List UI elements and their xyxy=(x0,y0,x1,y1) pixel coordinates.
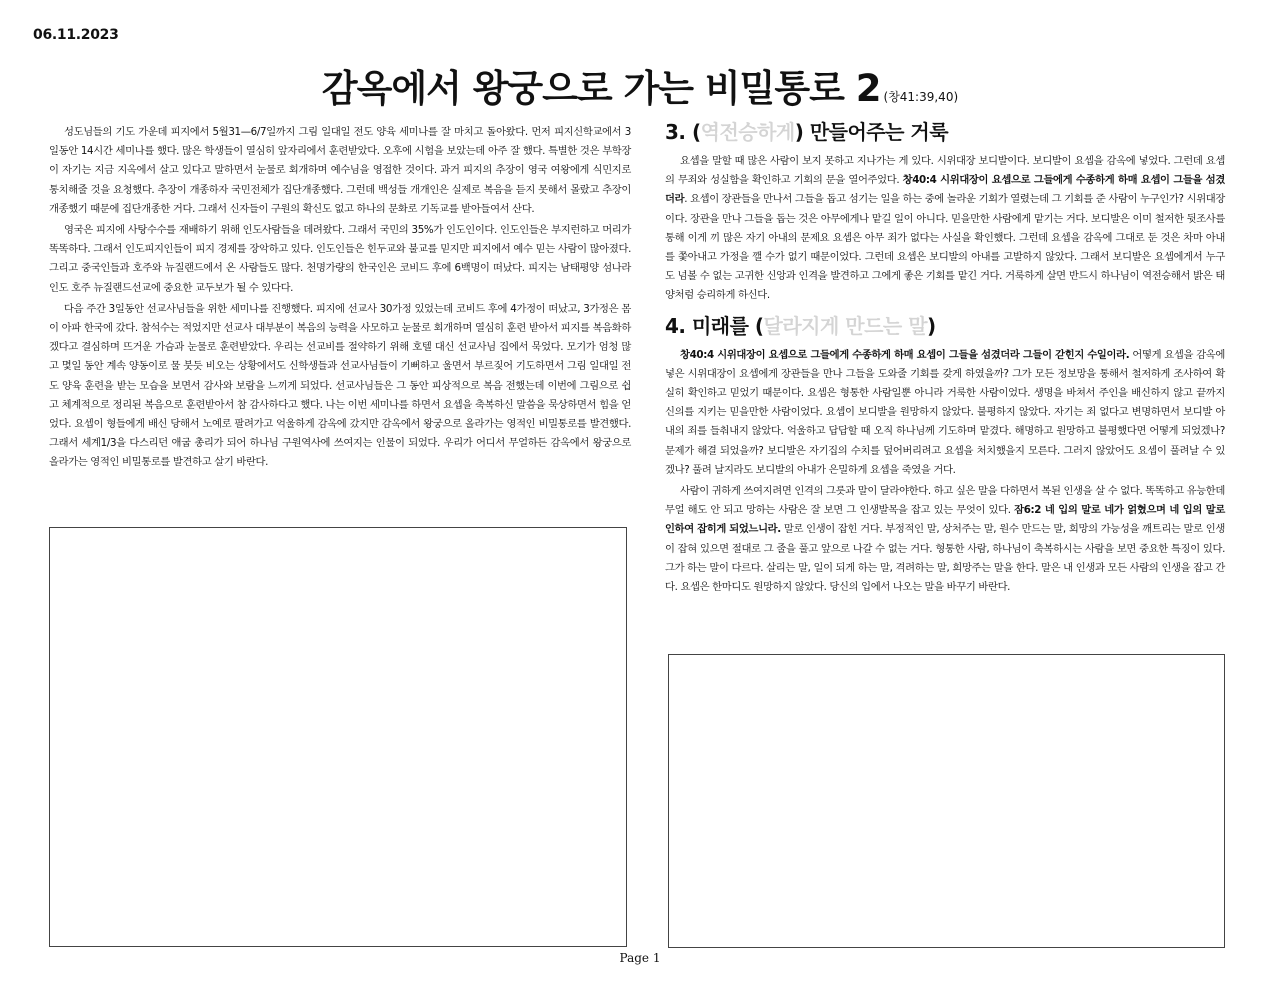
section-3-verse: 창40:4 시위대장이 요셉으로 그들에게 수종하게 하매 요셉이 그들을 섬겼더라 xyxy=(665,174,1225,206)
scripture-reference: (창41:39,40) xyxy=(883,90,959,104)
title-text: 감옥에서 왕궁으로 가는 비밀통로 2 xyxy=(321,67,881,110)
page-title xyxy=(0,58,1280,112)
date-label: 06.11.2023 xyxy=(33,27,119,43)
left-column xyxy=(49,123,631,475)
section-3-text-b: . 요셉이 장관들을 만나서 그들을 돕고 섬기는 일을 하는 중에 놀라운 기회가 열렸는데 그 기회를 준 사람이 누구인가? 시위대장이다. 장관을 만나 그들을 돕는 것은 아무에게나 맡길 일이 아니다. 믿을만한 사람에게 맡기는 거다. 보디발은 이미 철저한 뒷조사를 통해 이게 끼 많은 자기 아내의 문제요 요셉은 아무 죄가 없다는 사실을 확인했다. 그런데 요셉을 감옥에 그대로 둔 것은 차마 아내를 쫓아내고 가정을 깰 수가 없기 때문이었다. 그런데 요셉은 보디발의 아내를 고발하지 않았다. 그래서 보디발은 요셉에게서 누구도 넘볼 수 없는 고귀한 신앙과 인격을 발견하고 그에게 좋은 기회를 맡긴 거다. 거룩하게 살면 반드시 하나님이 역전승해서 밝은 태양처럼 승리하게 하신다. xyxy=(665,193,1225,302)
section-4-heading xyxy=(665,312,1225,340)
section-4-heading-num: 4. 미래를 ( xyxy=(665,313,764,338)
section-3-heading-blank: 역전승하게 xyxy=(700,120,795,144)
section-4-heading-rest: ) xyxy=(927,313,936,338)
paragraph-missionaries: 다음 주간 3일동안 선교사님들을 위한 세미나를 진행했다. 피지에 선교사 30가정 있었는데 코비드 후에 4가정이 떠났고, 3가정은 몸이 아파 한국에 갔다. 참석수는 적었지만 선교사 대부분이 복음의 능력을 사모하고 눈물로 회개하며 열심히 훈련 받아서 피지를 복음화하겠다고 결심하며 뜨거운 가슴과 눈물로 훈련받았다. 우리는 선교비를 절약하기 위해 호텔 대신 선교사님 집에서 묵었다. 모기가 엄청 많고 몇일 동안 계속 양동이로 물 붓듯 비오는 상황에서도 신학생들과 선교사님들이 기뻐하고 울면서 부르짖어 기도하면서 그림 일대일 전도 양육 훈련을 받는 모습을 보면서 감사와 보람을 느끼게 되었다. 선교사님들은 그 동안 피상적으로 복음 전했는데 이번에 그림으로 쉽고 체계적으로 정리된 복음으로 훈련받아서 참 감사하다고 했다. 나는 이번 세미나를 하면서 요셉을 축복하신 말씀을 묵상하면서 힘을 얻었다. 요셉이 형들에게 배신 당해서 노예로 팔려가고 억울하게 감옥에 갔지만 감옥에서 왕궁으로 올라가는 영적인 비밀통로를 발견했다. 그래서 세계1/3을 다스리던 애굽 총리가 되어 하나님 구원역사에 쓰여지는 인물이 되었다. 우리가 어디서 무얼하든 감옥에서 왕궁으로 올라가는 영적인 비밀통로를 발견하고 살기 바란다. xyxy=(49,302,631,469)
section-3-heading-num: 3. ( xyxy=(665,120,701,144)
right-image-frame xyxy=(668,654,1225,948)
section-4-text-2a: 사람이 귀하게 쓰여지려면 인격의 그릇과 말이 달라야한다. 하고 싶은 말을 다하면서 복된 인생을 살 수 없다. 똑똑하고 유능한데 무얼 해도 안 되고 망하는 사람은 잘 보면 그 인생발목을 잡고 있는 무엇이 있다. xyxy=(665,485,1225,517)
section-3-heading xyxy=(665,118,1225,146)
section-4-text-2b: 말로 인생이 잡힌 거다. 부정적인 말, 상처주는 말, 원수 만드는 말, 희망의 가능성을 깨트리는 말로 인생이 잡혀 있으면 절대로 그 줄을 풀고 앞으로 나갈 수 없는 거다. 형통한 사람, 하나님이 축복하시는 사람을 보면 중요한 특징이 있다. 그가 하는 말이 다르다. 살리는 말, 일이 되게 하는 말, 격려하는 말, 희망주는 말을 한다. 말은 내 인생과 모든 사람의 인생을 잡고 간다. 요셉은 한마디도 원망하지 않았다. 당신의 입에서 나오는 말을 바꾸기 바란다. xyxy=(665,523,1225,594)
section-4-paragraph-1 xyxy=(665,346,1225,480)
right-column xyxy=(665,118,1225,599)
section-3-heading-rest: ) 만들어주는 거룩 xyxy=(794,120,949,144)
section-4-verse-2: 잠6:2 네 입의 말로 네가 얽혔으며 네 입의 말로 인하여 잡히게 되었느니라. xyxy=(665,504,1225,536)
left-image-frame xyxy=(49,527,627,947)
section-4-heading-blank: 달라지게 만드는 말 xyxy=(763,313,928,338)
paragraph-fiji-india: 영국은 피지에 사탕수수를 재배하기 위해 인도사람들을 데려왔다. 그래서 국민의 35%가 인도인이다. 인도인들은 부지런하고 머리가 똑똑하다. 그래서 인도피지인들이 피지 경제를 장악하고 있다. 인도인들은 힌두교와 불교를 믿지만 피지에서 예수 믿는 사람이 많아졌다. 그리고 중국인들과 호주와 뉴질랜드에서 온 사람들도 많다. 천명가량의 한국인은 코비드 후에 6백명이 떠났다. 피지는 남태평양 섬나라 인도 호주 뉴질랜드선교에 중요한 교두보가 될 수 있다다. xyxy=(49,224,631,294)
section-3-text-a: 요셉을 말할 때 많은 사람이 보지 못하고 지나가는 게 있다. 시위대장 보디발이다. 보디발이 요셉을 감옥에 넣었다. 그런데 요셉의 무죄와 성실함을 확인하고 기회의 문을 열어주었다. xyxy=(665,155,1225,187)
page-number: Page 1 xyxy=(619,951,661,965)
section-4-verse: 창40:4 시위대장이 요셉으로 그들에게 수종하게 하매 요셉이 그들을 섬겼더라 그들이 갇힌지 수일이라. xyxy=(680,348,1130,361)
section-3-paragraph xyxy=(665,152,1225,306)
paragraph-seminar: 성도님들의 기도 가운데 피지에서 5월31—6/7일까지 그림 일대일 전도 양육 세미나를 잘 마치고 돌아왔다. 먼저 피지신학교에서 3일동안 14시간 세미나를 했다. 많은 학생들이 열심히 앞자리에서 훈련받았다. 오후에 시험을 보았는데 아주 잘 했다. 특별한 것은 부학장이 자기는 지금 지옥에서 살고 있다고 말하면서 눈물로 회개하며 예수님을 영접한 것이다. 과거 피지의 추장이 영국 여왕에게 식민지로 통치해줄 것을 요청했다. 추장이 개종하자 국민전체가 집단개종했다. 그런데 백성들 개개인은 실제로 복음을 듣지 못해서 몰랐고 추장이 개종했기 때문에 집단개종한 거다. 그래서 신자들이 구원의 확신도 없고 하나의 문화로 기독교를 받아들여서 산다. xyxy=(49,126,631,215)
section-4-paragraph-2 xyxy=(665,482,1225,597)
section-4-text-1: 어떻게 요셉을 감옥에 넣은 시위대장이 요셉에게 장관들을 만나 그들을 도와줄 기회를 갖게 하였을까? 그가 모든 정보망을 통해서 철저하게 조사하여 확실히 확인하고 믿었기 때문이다. 요셉은 형통한 사람일뿐 아니라 거룩한 사람이었다. 생명을 바쳐서 주인을 배신하지 않고 끝까지 신의를 지키는 믿을만한 사람이었다. 요셉이 보디발을 원망하지 않았다. 불평하지 않았다. 자기는 죄 없다고 변명하면서 보디발 아내의 죄를 들춰내지 않았다. 억울하고 답답할 때 오직 하나님께 기도하며 맡겼다. 해명하고 원망하고 불평했다면 어떻게 되었겠나? 문제가 해결 되었을까? 보디발은 자기집의 수치를 덮어버리려고 요셉을 처치했을지 모른다. 그러지 않았어도 요셉이 풀려날 수 있겠나? 풀려 날지라도 보디발의 아내가 은밀하게 요셉을 죽였을 거다. xyxy=(665,348,1225,476)
